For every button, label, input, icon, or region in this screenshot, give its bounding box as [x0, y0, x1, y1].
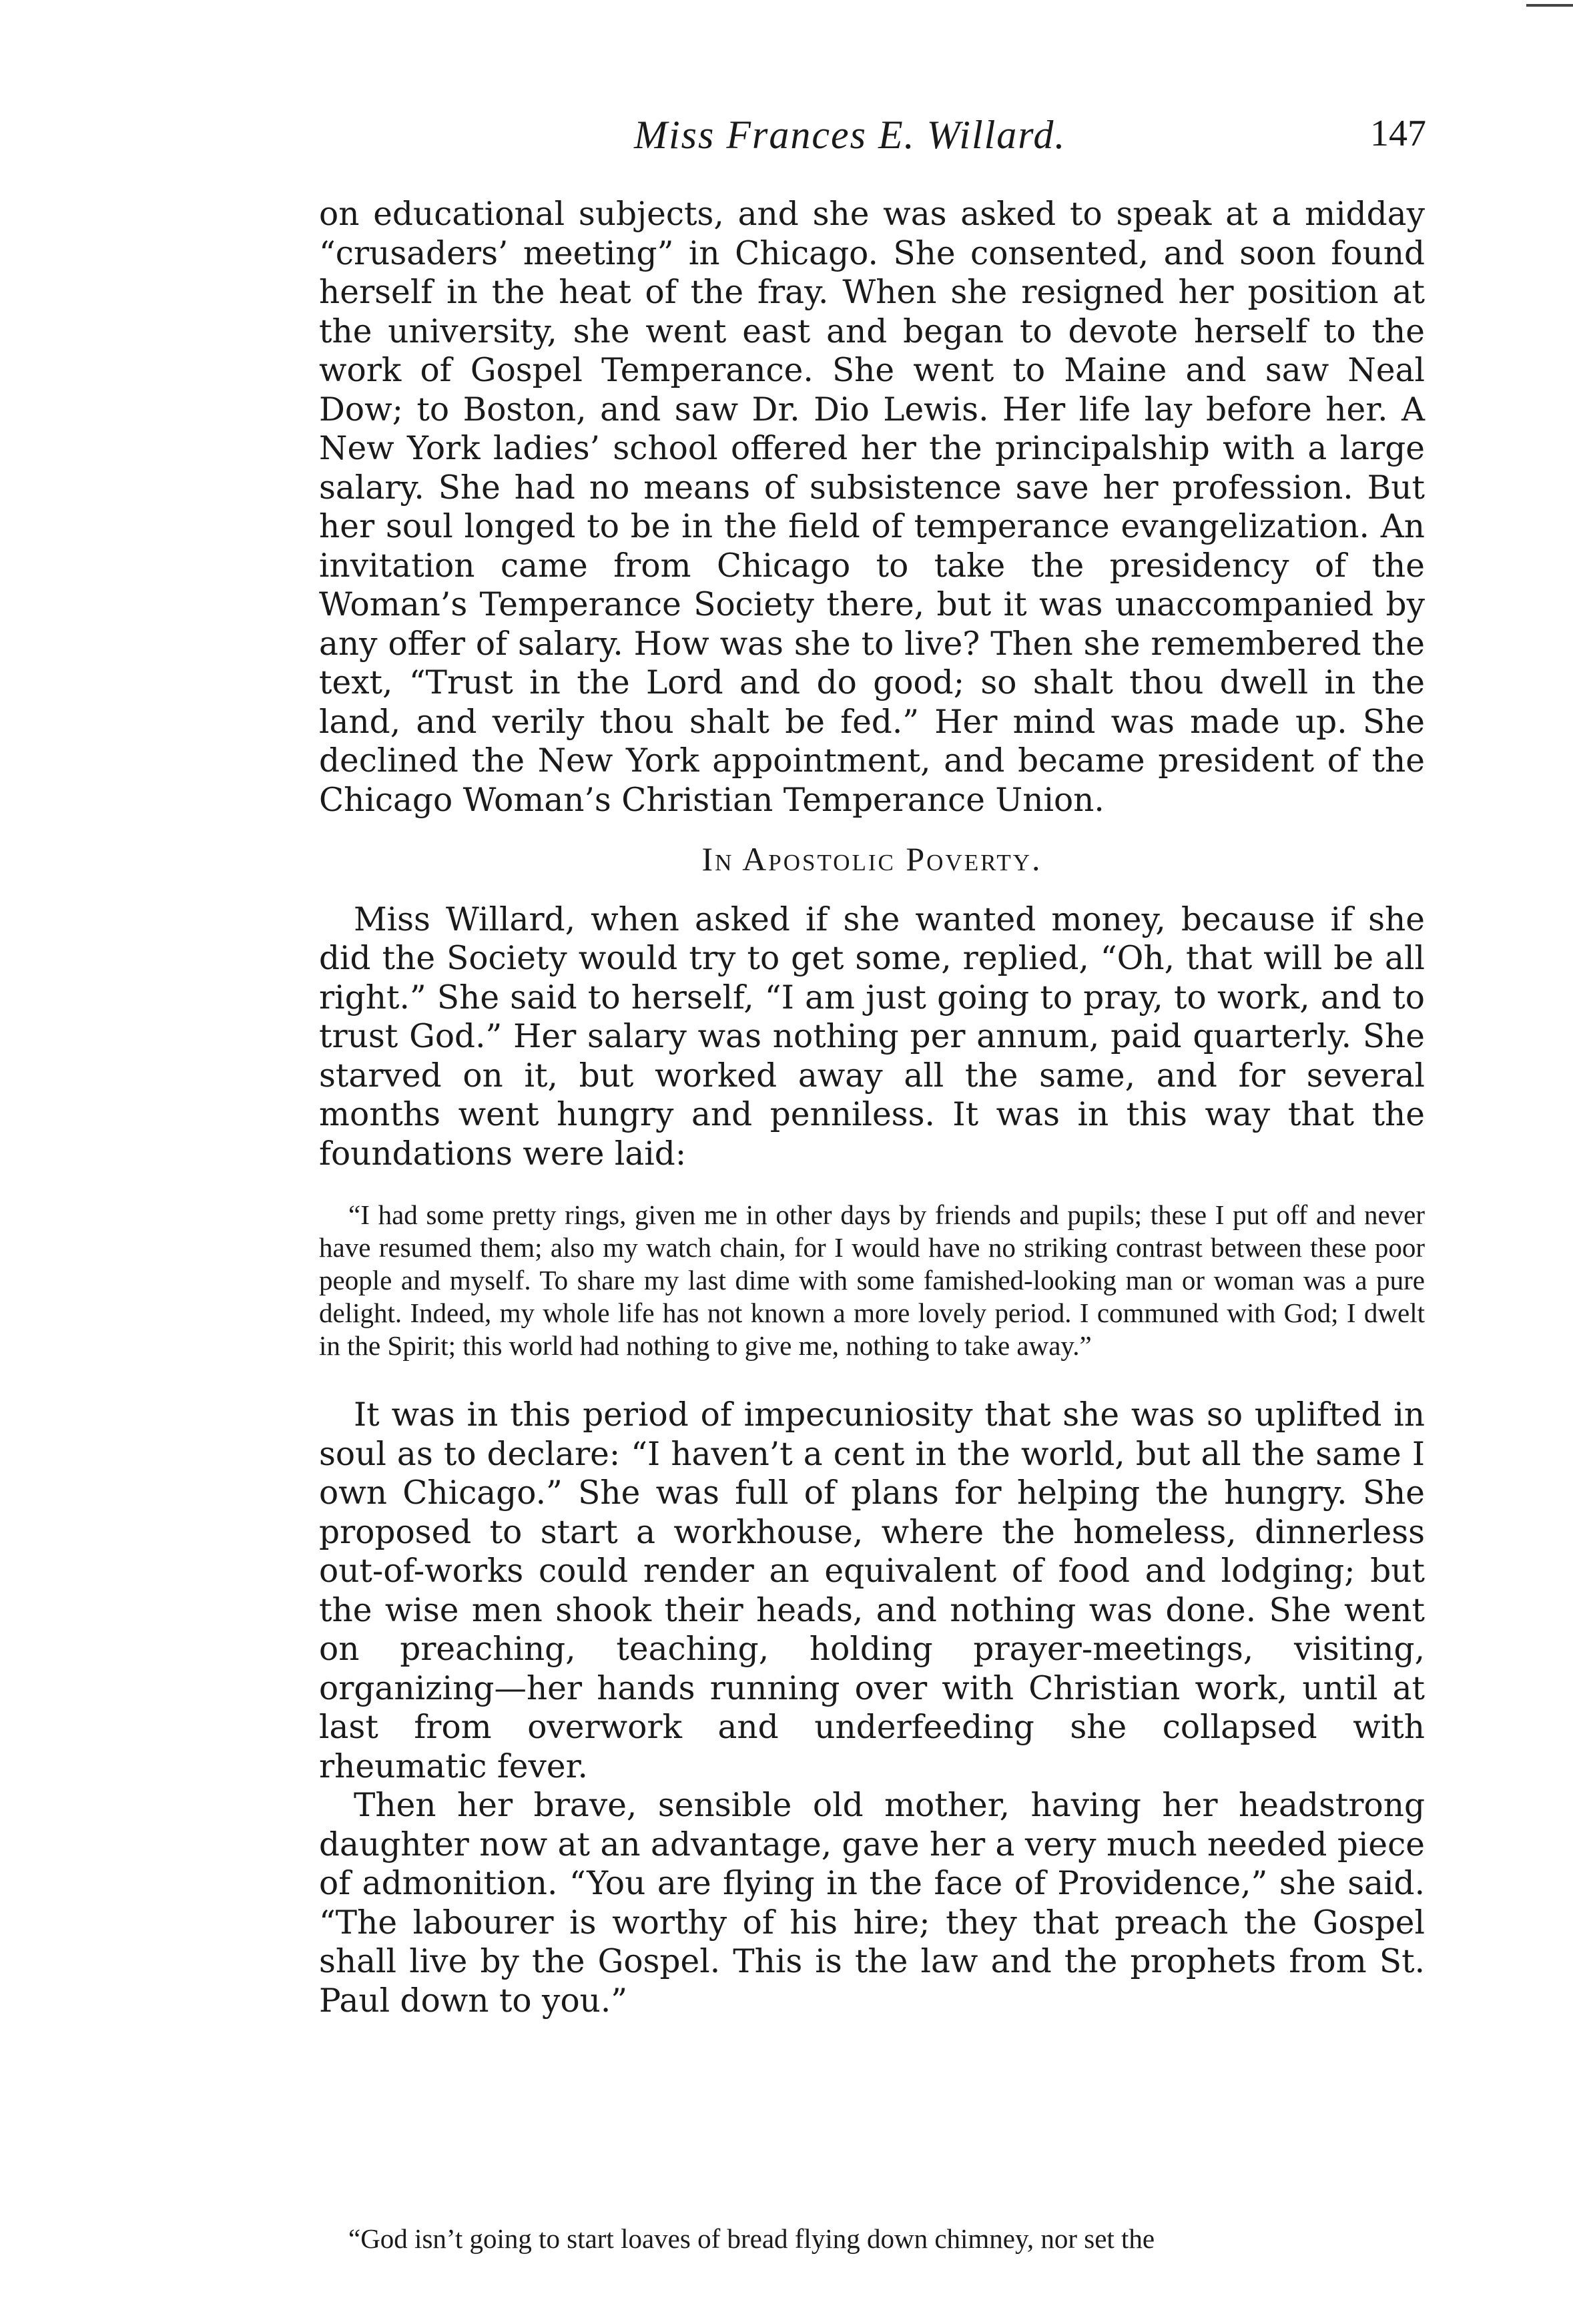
paragraph-3: It was in this period of impecuniosity that she was so uplifted in soul as to declare: “I haven’t a cent in the world, but all the same I own Chicago.” She was full of plans for helping the hungry. She proposed to start a workhouse, where the homeless, dinnerless out-of-works could render an equivalent of food and lodging; but the wise men shook their heads, and nothing was done. She went on preaching, teaching, holding prayer-meetings, visiting, organizing—her hands running over with Christian work, until at last from overwork and underfeeding she collapsed with rheumatic fever. [319, 1396, 1425, 1785]
corner-rule [1526, 4, 1573, 7]
paragraph-4: Then her brave, sensible old mother, having her headstrong daughter now at an advantage, gave her a very much needed piece of admonition. “You are flying in the face of Providence,” she said. “The labourer is worthy of his hire; they that preach the Gospel shall live by the Gospel. This is the law and the prophets from St. Paul down to you.” [319, 1787, 1426, 2020]
body-text [319, 195, 1425, 2020]
running-title: Miss Frances E. Willard. [634, 113, 1066, 157]
page-number: 147 [1370, 113, 1426, 154]
section-heading: In Apostolic Poverty. [701, 840, 1042, 878]
running-head [320, 112, 1426, 166]
paragraph-2: Miss Willard, when asked if she wanted money, because if she did the Society would try to get some, replied, “Oh, that will be all right.” She said to herself, “I am just going to pray, to work, and to trust God.” Her salary was nothing per annum, paid quarterly. She starved on it, but worked away all the same, and for several months went hungry and penniless. It was in this way that the foundations were laid: [319, 900, 1425, 1173]
block-quote: “I had some pretty rings, given me in other days by friends and pupils; these I put off and never have resumed them; also my watch chain, for I would have no striking contrast between these poor people and myself. To share my last dime with some famished-looking man or woman was a pure delight. Indeed, my whole life has not known a more lovely period. I communed with God; I dwelt in the Spirit; this world had nothing to give me, nothing to take away.” [319, 1199, 1425, 1361]
trailing-quote-line: “God isn’t going to start loaves of bread flying down chimney, nor set the [348, 2223, 1155, 2254]
paragraph-1: on educational subjects, and she was asked to speak at a midday “crusaders’ meeting” in Chicago. She consented, and soon found herself in the heat of the fray. When she resigned her position at the university, she went east and began to devote herself to the work of Gospel Temperance. She went to Maine and saw Neal Dow; to Boston, and saw Dr. Dio Lewis. Her life lay before her. A New York ladies’ school offered her the principalship with a large salary. She had no means of subsistence save her profession. But her soul longed to be in the field of temperance evangelization. An invitation came from Chicago to take the presidency of the Woman’s Temperance Society there, but it was unaccompanied by any offer of salary. How was she to live? Then she remembered the text, “Trust in the Lord and do good; so shalt thou dwell in the land, and verily thou shalt be fed.” Her mind was made up. She declined the New York appointment, and became president of the Chicago Woman’s Christian Temperance Union. [319, 196, 1425, 819]
